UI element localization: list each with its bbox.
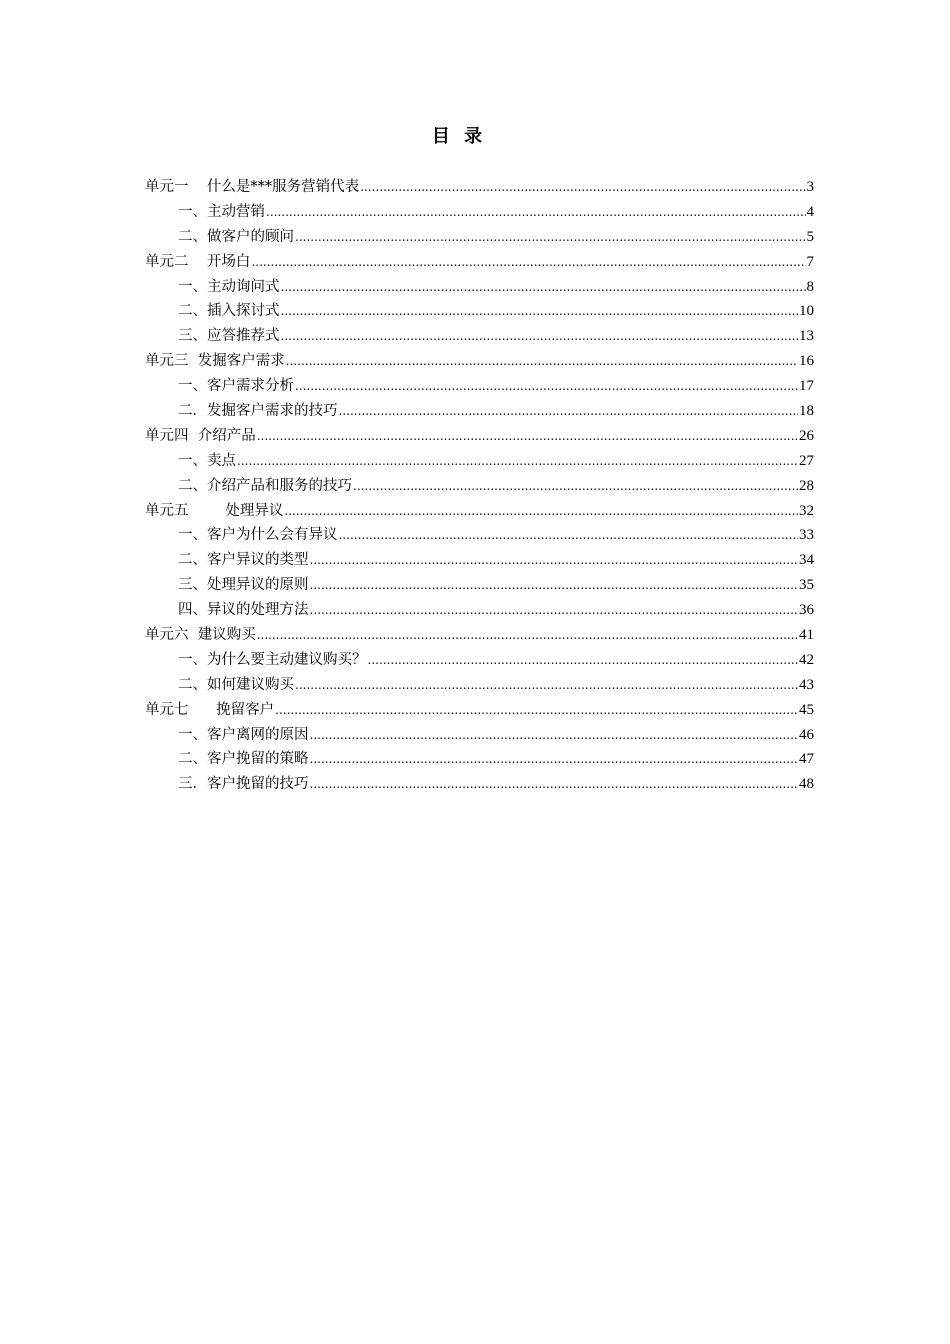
toc-dot-leader [284,499,798,524]
toc-entry-unit[interactable] [145,623,814,648]
toc-entry-page-number: 13 [799,328,814,345]
toc-entry-label: 一、客户需求分析 [178,378,294,395]
toc-dot-leader [310,747,799,772]
toc-dot-leader [275,698,798,723]
toc-entry-section[interactable] [145,474,814,499]
toc-entry-label: 单元一 什么是***服务营销代表 [145,179,360,195]
toc-entry-section[interactable] [145,200,814,225]
toc-entry-label: 一、主动营销 [178,203,265,220]
toc-entry-page-number: 8 [806,278,814,295]
toc-entry-page-number: 41 [799,627,814,644]
toc-dot-leader [257,623,798,648]
toc-entry-page-number: 46 [799,726,814,743]
toc-dot-leader [353,474,798,499]
toc-entry-page-number: 34 [799,552,814,569]
toc-entry-page-number: 36 [799,602,814,619]
toc-entry-section[interactable] [145,449,814,474]
toc-dot-leader [295,374,798,399]
toc-entry-label: 单元五 处理异议 [145,502,284,519]
toc-entry-section[interactable] [145,374,814,399]
toc-entry-unit[interactable] [145,250,814,275]
toc-entry-section[interactable] [145,399,814,424]
toc-entry-page-number: 27 [799,452,814,469]
toc-entry-section[interactable] [145,324,814,349]
toc-entry-label: 二、如何建议购买 [178,676,294,693]
toc-entry-unit[interactable] [145,349,814,374]
toc-entry-page-number: 18 [799,403,814,420]
toc-entry-label: 单元三 发掘客户需求 [145,353,285,370]
toc-entry-label: 二、做客户的顾问 [178,228,294,245]
toc-dot-leader [360,175,805,200]
toc-entry-section[interactable] [145,648,814,673]
toc-entry-page-number: 5 [806,228,814,245]
toc-entry-label: 一、客户为什么会有异议 [178,527,338,544]
toc-dot-leader [339,399,799,424]
toc-entry-section[interactable] [145,772,814,797]
toc-entry-section[interactable] [145,598,814,623]
toc-entry-label: 二、插入探讨式 [178,303,280,320]
toc-entry-label: 单元二 开场白 [145,253,251,270]
toc-entry-label: 单元六 建议购买 [145,627,256,644]
toc-entry-page-number: 48 [799,776,814,793]
toc-entry-label: 一、卖点 [178,452,236,469]
toc-entry-page-number: 28 [799,477,814,494]
toc-dot-leader [286,349,798,374]
toc-dot-leader [281,275,806,300]
toc-entry-label: 一、为什么要主动建议购买？ [178,651,367,668]
toc-entry-label: 二．发掘客户需求的技巧 [178,403,338,420]
toc-entry-page-number: 7 [806,253,814,270]
toc-title: 目 录 [431,126,487,147]
toc-list [145,175,814,797]
toc-dot-leader [310,772,799,797]
toc-dot-leader [281,324,799,349]
toc-entry-section[interactable] [145,723,814,748]
toc-entry-label: 三．客户挽留的技巧 [178,776,309,793]
toc-entry-page-number: 47 [799,751,814,768]
toc-entry-section[interactable] [145,275,814,300]
toc-dot-leader [368,648,799,673]
toc-dot-leader [310,723,799,748]
toc-entry-label: 四、异议的处理方法 [178,602,309,619]
toc-entry-unit[interactable] [145,698,814,723]
toc-entry-unit[interactable] [145,424,814,449]
toc-entry-page-number: 10 [799,303,814,320]
toc-entry-label: 三、处理异议的原则 [178,577,309,594]
toc-entry-section[interactable] [145,523,814,548]
toc-entry-page-number: 16 [799,353,814,370]
toc-entry-section[interactable] [145,573,814,598]
toc-entry-page-number: 42 [799,651,814,668]
toc-entry-label: 一、客户离网的原因 [178,726,309,743]
toc-entry-section[interactable] [145,299,814,324]
toc-entry-page-number: 4 [806,203,814,220]
toc-dot-leader [295,225,806,250]
toc-entry-section[interactable] [145,673,814,698]
toc-dot-leader [266,200,806,225]
toc-entry-label: 一、主动询问式 [178,278,280,295]
toc-entry-page-number: 32 [799,502,814,519]
toc-entry-page-number: 26 [799,427,814,444]
toc-dot-leader [281,299,799,324]
toc-entry-label: 二、客户挽留的策略 [178,751,309,768]
toc-dot-leader [295,673,798,698]
toc-dot-leader [310,598,799,623]
toc-dot-leader [310,573,799,598]
toc-dot-leader [251,250,805,275]
toc-dot-leader [310,548,799,573]
toc-dot-leader [257,424,798,449]
toc-entry-label: 二、客户异议的类型 [178,552,309,569]
toc-entry-page-number: 33 [799,527,814,544]
toc-entry-section[interactable] [145,225,814,250]
toc-entry-page-number: 3 [806,179,814,195]
toc-entry-unit[interactable] [145,175,814,200]
toc-dot-leader [339,523,799,548]
toc-entry-page-number: 45 [799,701,814,718]
toc-entry-label: 二、介绍产品和服务的技巧 [178,477,352,494]
toc-entry-page-number: 43 [799,676,814,693]
toc-entry-label: 单元七 挽留客户 [145,701,275,718]
toc-entry-label: 三、应答推荐式 [178,328,280,345]
toc-entry-page-number: 35 [799,577,814,594]
toc-dot-leader [237,449,798,474]
toc-entry-page-number: 17 [799,378,814,395]
toc-entry-label: 单元四 介绍产品 [145,427,256,444]
toc-entry-section[interactable] [145,548,814,573]
toc-entry-unit[interactable] [145,499,814,524]
toc-entry-section[interactable] [145,747,814,772]
